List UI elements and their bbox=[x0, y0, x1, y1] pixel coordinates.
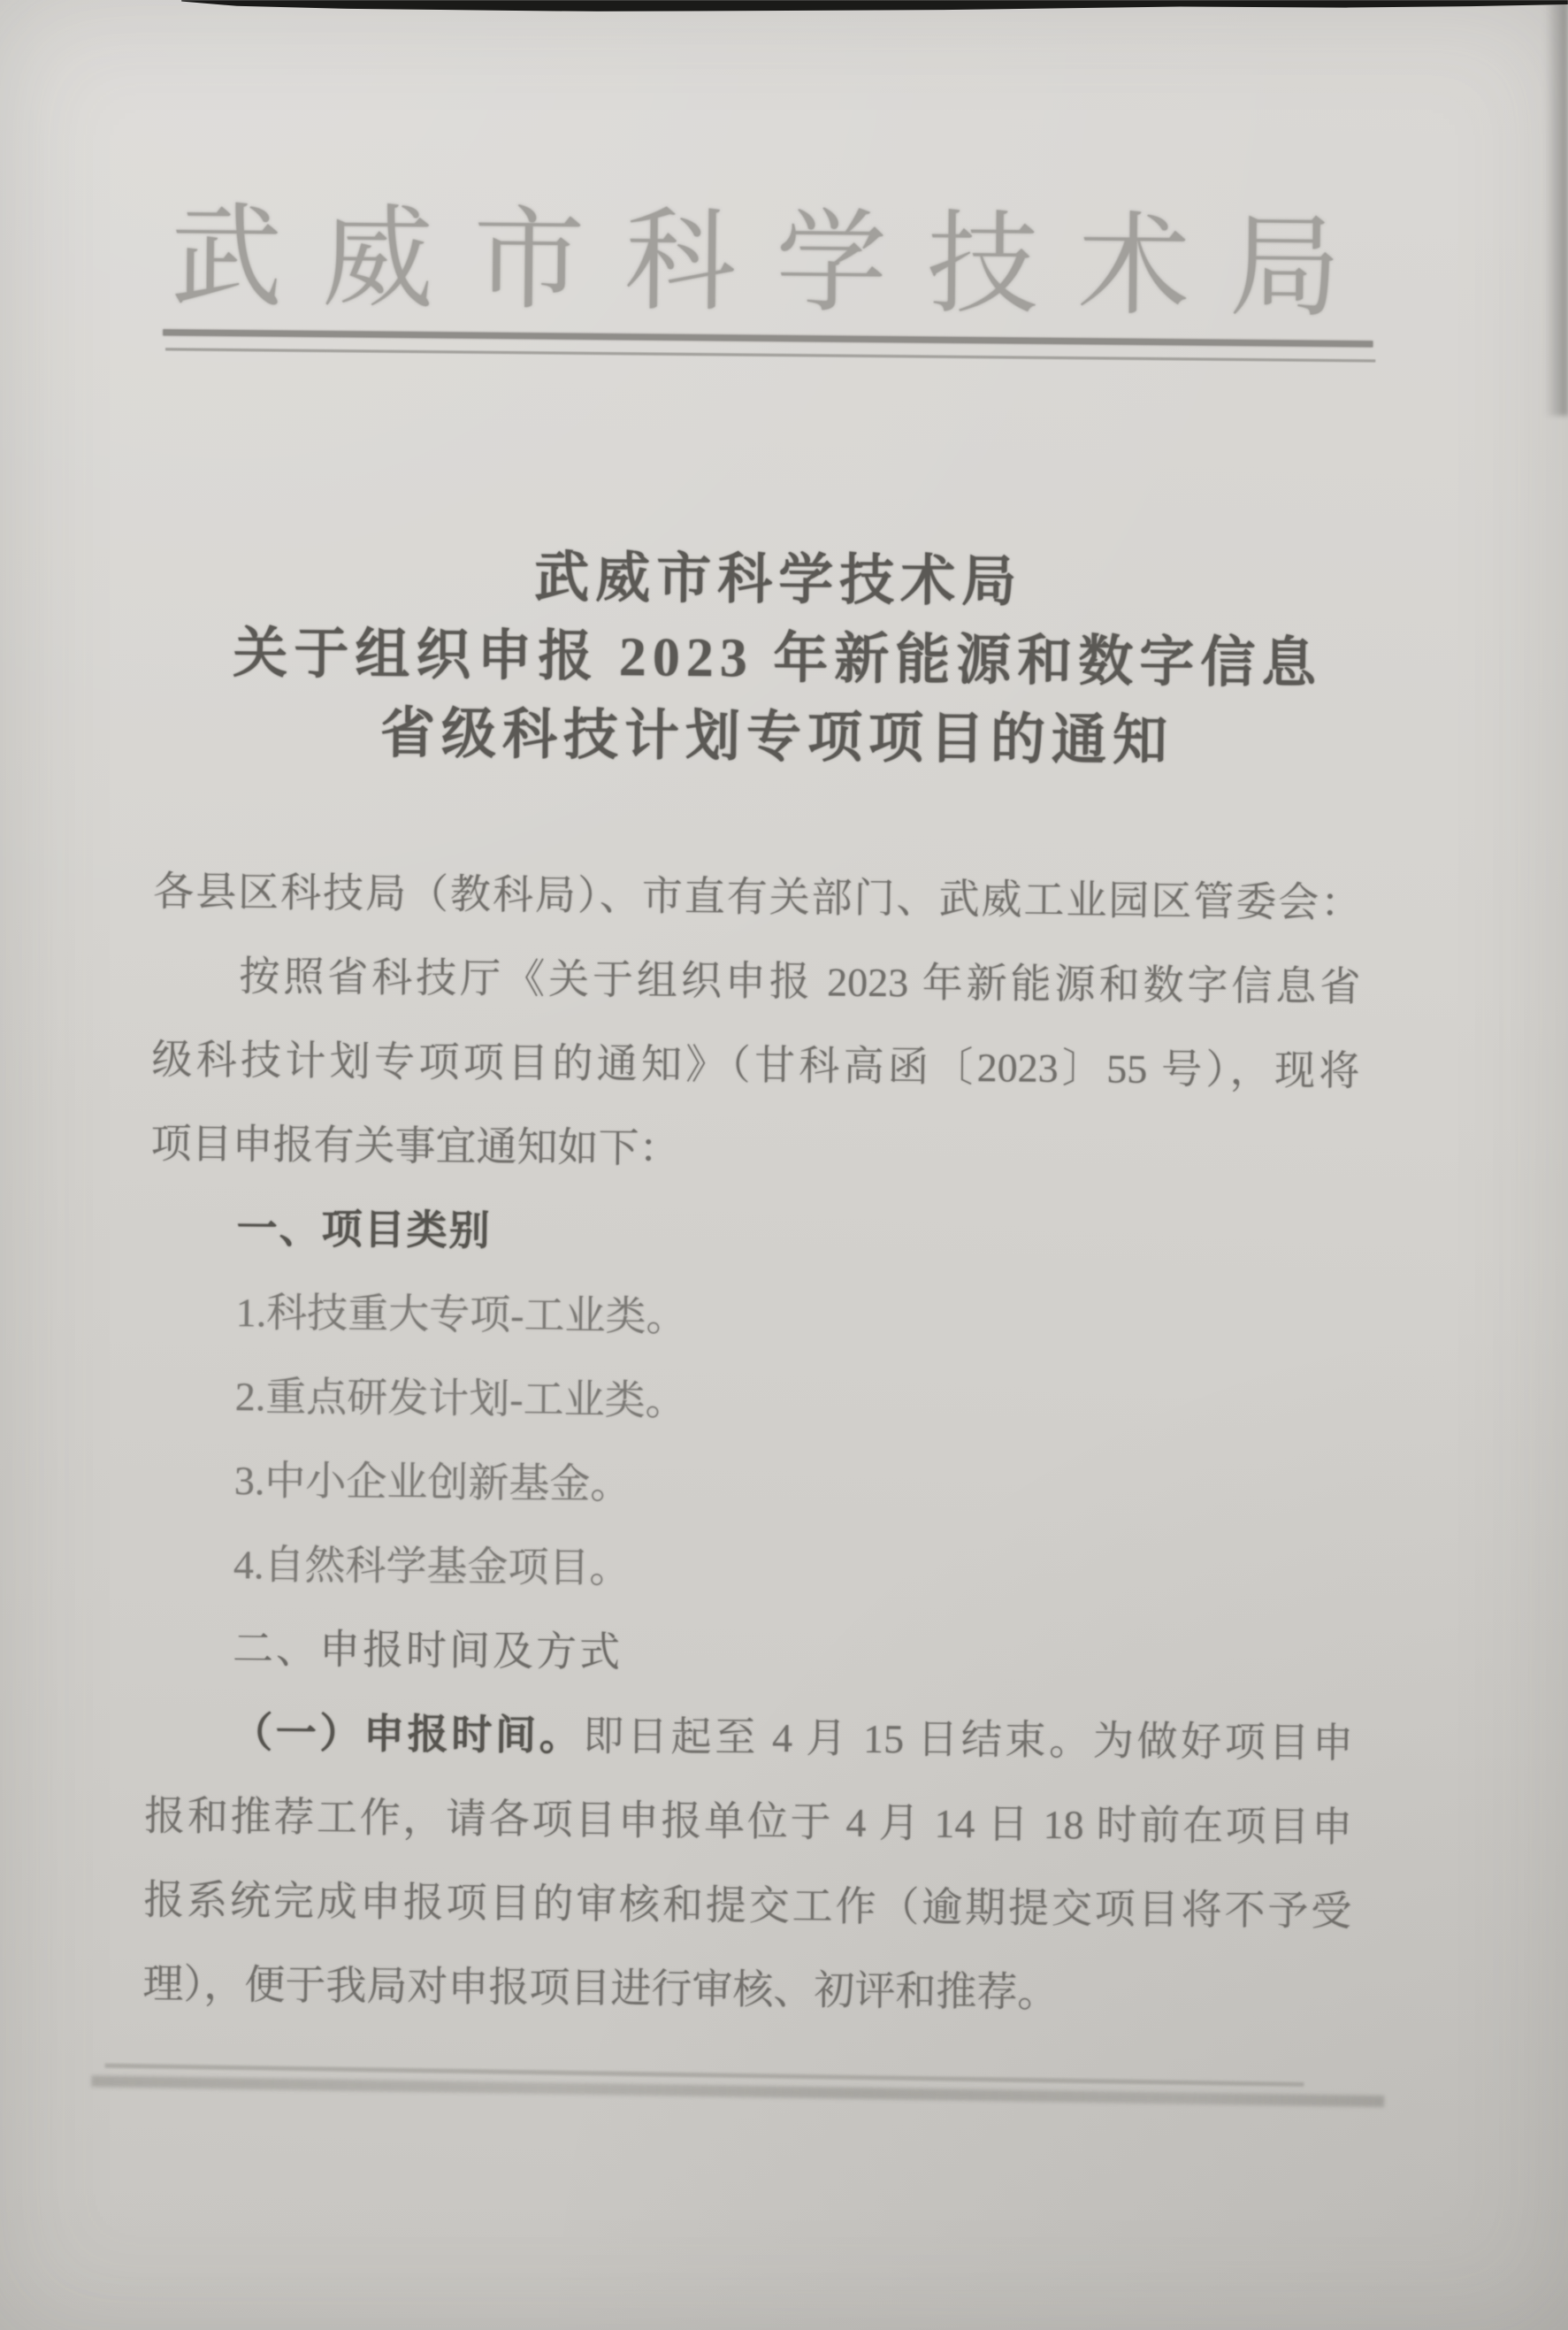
category-item-2: 2.重点研发计划-工业类。 bbox=[234, 1374, 686, 1424]
deadline-line-2: 报和推荐工作，请各项目申报单位于 4 月 14 日 18 时前在项目申 bbox=[144, 1793, 1353, 1851]
deadline-line-3: 报系统完成申报项目的审核和提交工作（逾期提交项目将不予受 bbox=[143, 1877, 1352, 1935]
intro-line-1: 按照省科技厅《关于组织申报 2023 年新能源和数字信息省 bbox=[239, 954, 1361, 1010]
letterhead-title: 武威市科学技术局 bbox=[170, 196, 1381, 332]
section-2-heading: 二、申报时间及方式 bbox=[232, 1626, 623, 1675]
intro-line-2: 级科技计划专项项目的通知》（甘科高函〔2023〕55 号），现将 bbox=[151, 1037, 1360, 1094]
category-item-4: 4.自然科学基金项目。 bbox=[233, 1542, 631, 1591]
letterhead-rule-thin bbox=[165, 348, 1375, 362]
document-body bbox=[142, 849, 1362, 2037]
deadline-line-1 bbox=[145, 1690, 1354, 1785]
document-title bbox=[0, 533, 1563, 785]
photo-edge-shadow bbox=[1545, 0, 1568, 416]
salutation-line: 各县区科技局（教科局）、市直有关部门、武威工业园区管委会： bbox=[153, 869, 1362, 926]
section-1-heading: 一、项目类别 bbox=[236, 1206, 492, 1253]
letterhead-rule-thick bbox=[163, 329, 1373, 347]
document-title-line-1: 武威市科学技术局 bbox=[533, 548, 1023, 613]
deadline-bold-lead: （一）申报时间。 bbox=[231, 1710, 584, 1759]
category-item-3: 3.中小企业创新基金。 bbox=[233, 1458, 631, 1507]
deadline-line-4: 理），便于我局对申报项目进行审核、初评和推荐。 bbox=[142, 1961, 1059, 2016]
document-title-line-2: 关于组织申报 2023 年新能源和数字信息 bbox=[233, 624, 1323, 694]
category-item-1: 1.科技重大专项-工业类。 bbox=[235, 1290, 687, 1340]
intro-line-3: 项目申报有关事宜通知如下： bbox=[150, 1121, 680, 1171]
document-title-line-3: 省级科技计划专项项目的通知 bbox=[379, 703, 1174, 772]
deadline-line-1-rest: 即日起至 4 月 15 日结束。为做好项目申 bbox=[583, 1713, 1354, 1767]
